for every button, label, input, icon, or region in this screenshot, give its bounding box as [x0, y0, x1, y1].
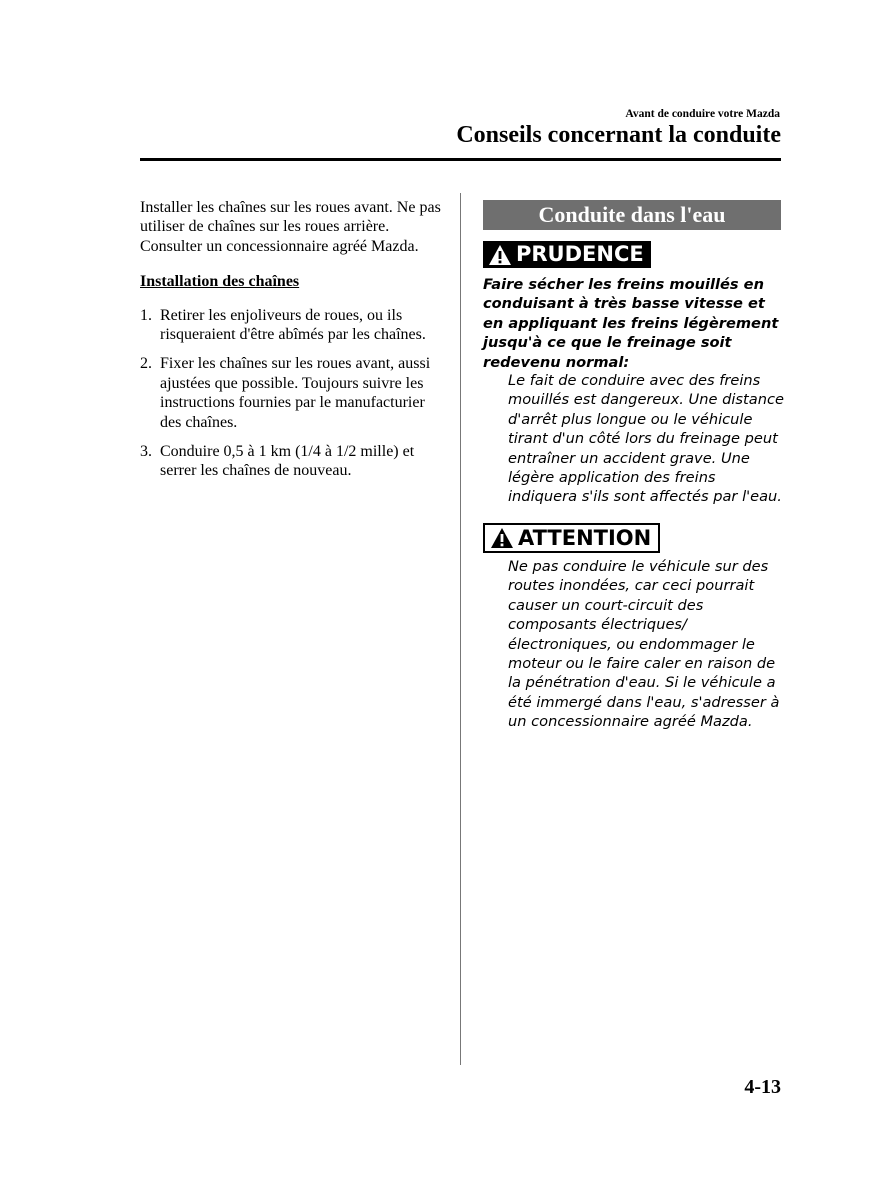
section-heading: Conduite dans l'eau	[483, 200, 781, 230]
step-item	[140, 442, 445, 481]
step-text: Retirer les enjoliveurs de roues, ou ils risqueraient d'être abîmés par les chaînes.	[160, 306, 426, 344]
warning-triangle-icon	[488, 244, 512, 266]
intro-paragraph: Installer les chaînes sur les roues avant. Ne pas utiliser de chaînes sur les roues arrière.	[140, 199, 441, 236]
prudence-instruction: Faire sécher les freins mouillés en conduisant à très basse vitesse et en appliquant les freins légèrement jusqu'à ce que le freinage soit redevenu normal:	[483, 276, 779, 371]
attention-banner	[483, 523, 660, 553]
left-column	[140, 198, 445, 491]
header-rule	[140, 158, 781, 161]
dealer-paragraph: Consulter un concessionnaire agréé Mazda.	[140, 237, 419, 255]
attention-text: Ne pas conduire le véhicule sur des routes inondées, car ceci pourrait causer un court-circuit des composants électriques/ électroniques, ou endommager le moteur ou le faire caler en raison de la pénétration d'eau. Si le véhicule a été immergé dans l'eau, s'adresser à un concessionnaire agréé Mazda.	[508, 558, 780, 731]
step-text: Conduire 0,5 à 1 km (1/4 à 1/2 mille) et serrer les chaînes de nouveau.	[160, 443, 415, 480]
step-text: Fixer les chaînes sur les roues avant, aussi ajustées que possible. Toujours suivre les instructions fournies par le manufacturier des chaînes.	[160, 355, 431, 431]
step-number: 3.	[140, 443, 152, 461]
prudence-banner	[483, 241, 651, 268]
page-number: 4-13	[744, 1076, 781, 1098]
attention-label: ATTENTION	[518, 525, 652, 550]
chapter-label: Avant de conduire votre Mazda	[625, 108, 780, 120]
step-number: 2.	[140, 355, 152, 373]
step-item	[140, 306, 445, 345]
step-number: 1.	[140, 306, 152, 324]
step-item	[140, 354, 445, 432]
page-title: Conseils concernant la conduite	[456, 122, 781, 148]
prudence-label: PRUDENCE	[516, 242, 644, 266]
warning-triangle-icon	[490, 527, 514, 549]
installation-heading: Installation des chaînes	[140, 273, 300, 291]
column-divider	[460, 193, 461, 1065]
prudence-explanation: Le fait de conduire avec des freins mouillés est dangereux. Une distance d'arrêt plus longue ou le véhicule tirant d'un côté lors du freinage peut entraîner un accident grave. Une légère application des freins indiquera s'ils sont affectés par l'eau.	[508, 372, 784, 506]
installation-steps	[140, 306, 445, 481]
